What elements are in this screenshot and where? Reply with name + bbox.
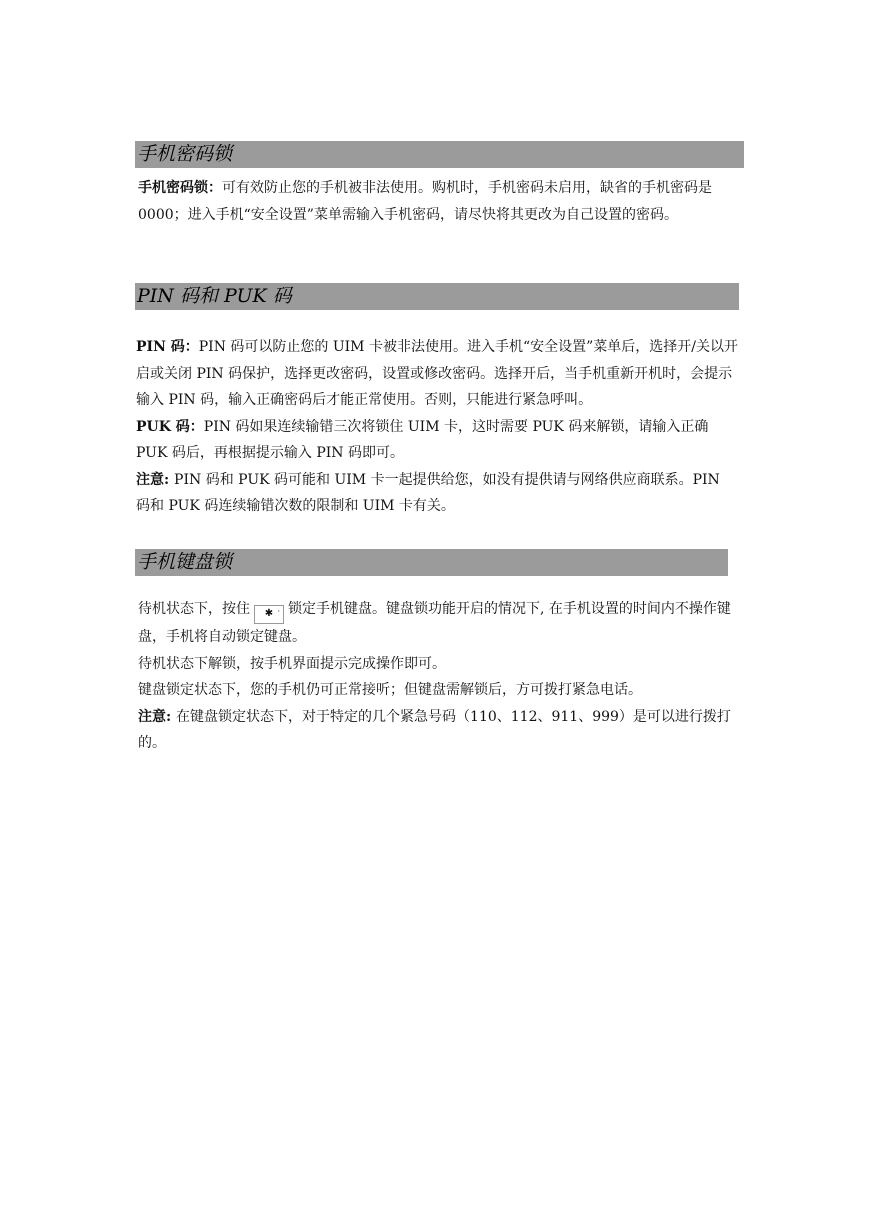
- section-heading-keypad-lock: 手机键盘锁: [135, 549, 728, 576]
- phone-lock-label: 手机密码锁：: [138, 180, 222, 196]
- keypad-note-text: 在键盘锁定状态下，对于特定的几个紧急号码（110、112、911、999）是可以进行拨打的。: [138, 708, 731, 751]
- keypad-lock-paragraph: [138, 596, 738, 757]
- puk-text: PIN 码如果连续输错三次将锁住 UIM 卡，这时需要 PUK 码来解锁，请输入正确 PUK 码后，再根据提示输入 PIN 码即可。: [136, 418, 709, 461]
- pin-label: PIN 码：: [136, 339, 199, 355]
- phone-lock-paragraph: [138, 175, 740, 228]
- phone-lock-text: 可有效防止您的手机被非法使用。购机时，手机密码未启用，缺省的手机密码是 0000；进入手机“安全设置”菜单需输入手机密码，请尽快将其更改为自己设置的密码。: [138, 180, 712, 223]
- puk-label: PUK 码：: [136, 418, 204, 435]
- pin-paragraph: [136, 334, 738, 520]
- section-heading-pin-puk: PIN 码和 PUK 码: [135, 283, 739, 310]
- unlock-text: 待机状态下解锁，按手机界面提示完成操作即可。: [138, 655, 446, 672]
- section-heading-phone-lock: 手机密码锁: [135, 141, 744, 168]
- pin-note-text: PIN 码和 PUK 码可能和 UIM 卡一起提供给您，如没有提供请与网络供应商联系。PIN 码和 PUK 码连续输错次数的限制和 UIM 卡有关。: [136, 471, 720, 514]
- pin-note-label: 注意:: [136, 471, 175, 488]
- star-key-symbol: ✱: [264, 608, 274, 619]
- locked-call-text: 键盘锁定状态下，您的手机仍可正常接听；但键盘需解锁后，方可拨打紧急电话。: [138, 682, 642, 698]
- star-key-icon: ✱ ˈ: [254, 605, 284, 624]
- pin-text: PIN 码可以防止您的 UIM 卡被非法使用。进入手机“安全设置”菜单后，选择开/关以开启或关闭 PIN 码保护，选择更改密码，设置或修改密码。选择开后，当手机重新开机时，会提示输入 PIN 码，输入正确密码后才能正常使用。否则，只能进行紧急呼叫。: [136, 339, 738, 408]
- keypad-lock-text-after: 锁定手机键盘。键盘锁功能开启的情况下, 在手机设置的时间内不操作键盘，手机将自动锁定键盘。: [138, 601, 731, 645]
- keypad-lock-text-before: 待机状态下，按住: [138, 601, 250, 617]
- keypad-note-label: 注意:: [138, 708, 177, 725]
